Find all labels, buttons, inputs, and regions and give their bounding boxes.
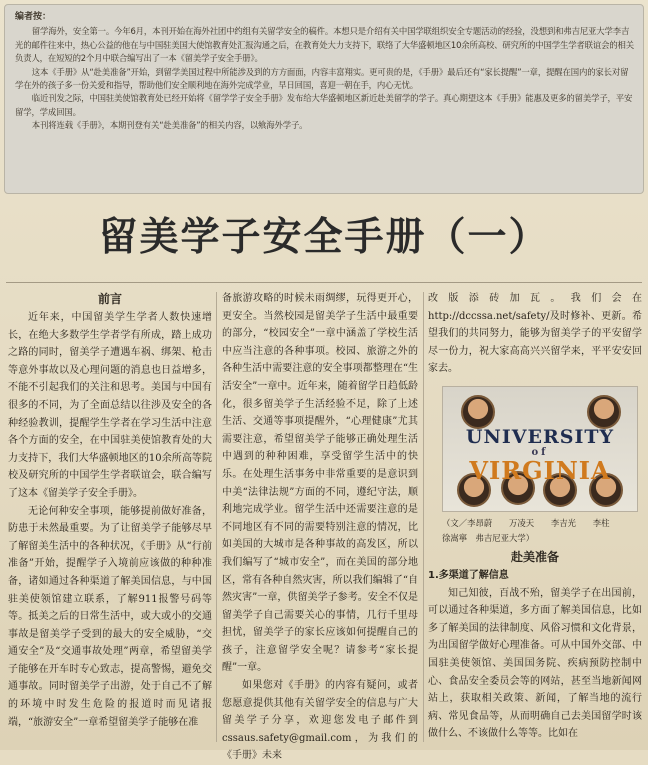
column-2 [222,290,418,762]
section-heading-preparation: 赴美准备 [510,549,559,564]
body-paragraph: 备旅游攻略的时候未雨绸缪，玩得更开心，更安全。当然校园是留美学子生活中最重要的部分，“校园安全”一章中涵盖了学校生活中应当注意的各种事项。校园、旅游之外的各种生活中需要注意的安全事项都整理在“生活安全”一章中。近年来，随着留学日趋低龄化，很多留美学子生活经验不足，除了上述生活、交通等事项提醒外，“心理健康”尤其需要注意，希望留美学子能够正确处理生活中遇到的种种困难，享受留学生活中的快乐。在处理生活事务中非常重要的是意识到中美“法律法规”方面的不同，遵纪守法，顺利地完成学业。留学生活中还需要注意的是不同地区有不同的需要特别注意的情况，比如美国的大城市是各种事故的高发区，所以我们编写了“城市安全”，而在美国的部分地区，常有各种自然灾害，所以我们编辑了“自然灾害”一章，供留美学子参考。安全不仅是留美学子自己需要关心的事情，几行千里母担忧，留美学子的家长应该如何提醒自己的孩子，注意留学安全呢？请参考“家长提醒”一章。 [222,293,418,674]
university-logo-line: VIRGINIA [469,455,611,485]
body-paragraph: 知己知彼，百战不殆，留美学子在出国前，可以通过各种渠道，多方面了解美国信息，比如多了解美国的法律制度、风俗习惯和文化背景，为出国留学做好心理准备。可从中国外交部、中国驻美使领馆、美国国务院、疾病预防控制中心、食品安全委员会等的网站，甚至当地新闻网站上，获取相关政策、新闻，了解当地的流行病、常见食品等，从而明确自己去美国留学时该做什么、不该做什么等等。比如在 [428,587,642,740]
body-paragraph: 如果您对《手册》的内容有疑问，或者您愿意提供其他有关留学安全的信息与广大留美学子分享，欢迎您发电子邮件到cssaus.safety@gmail.com，为我们的《手册》未来 [222,680,418,762]
column-1 [8,290,212,748]
column-divider [216,292,217,742]
person-photo [461,395,495,429]
subsection-heading: 1.多渠道了解信息 [428,569,509,581]
editor-note-box [4,4,644,194]
author-credit [442,516,642,546]
column-divider [423,292,424,742]
column-3 [428,290,642,748]
section-heading-preface: 前言 [97,292,122,306]
editor-note-paragraph: 留学海外，安全第一。今年6月，本刊开始在海外社团中约组有关留学安全的稿件。本想只是介绍有关中国学联组织安全专题活动的经验，没想到和弗吉尼亚大学李吉光的邮件往来中，热心公益的他在与中国驻美国大使馆教育处汇报沟通之后，在教育处大力支持下，联络了大华盛顿地区10余所高校、研究所的中国学生学者联谊会的相关负责人，在短短的2个月中联合编写出了一本《留美学子安全手册》。 [15,26,635,64]
body-paragraph: 改版添砖加瓦。我们会在http://dccssa.net/safety/及时修补、更新。希望我们的共同努力，能够为留美学子的平安留学尽一份力，祝大家高高兴兴留学来，平平安安回家去。 [428,293,642,375]
body-paragraph: 无论何种安全事项，能够提前做好准备，防患于未然最重要。为了让留美学子能够尽早了解留美生活中的各种状况，《手册》从“行前准备”开始，提醒学子入境前应该做的种种准备，诸如通过各种渠道了解美国信息，与中国驻美使领馆建立联系，了解911报警号码等等。抵美之后的日常生活中，或大或小的交通事故是留美学子受到的最大的安全威胁，“交通安全”及“交通事故处理”两章，希望留美学子能够在开车时专心致志，提高警惕，避免交通事故。同时留美学子出游，处于自己不了解的环境中时发生危险的报道时而见诸报端，“旅游安全”一章希望留美学子能够在准 [8,505,212,728]
university-logo [455,427,625,483]
university-logo-line: UNIVERSITY [465,425,615,448]
person-photo [587,395,621,429]
group-photo [442,386,638,512]
article-title: 留美学子安全手册（一） [98,214,550,260]
editor-note-paragraph: 临近刊发之际，中国驻美使馆教育处已经开始将《留学学子安全手册》发布给大华盛顿地区新近赴美留学的学子。真心期望这本《手册》能惠及更多的留美学子，平安留学，学成回国。 [15,93,633,117]
title-divider [6,282,642,283]
editor-note-paragraph: 这本《手册》从“赴美准备”开始，到留学美国过程中所能涉及到的方方面面，内容丰富翔实。更可贵的是，《手册》最后还有“家长提醒”一章，提醒在国内的家长对留学在外的孩子多一份关爱和指导，帮助他们安全顺利地在海外完成学业，早日回国，喜迎一朝在手，内心无忧。 [15,66,629,91]
body-paragraph: 近年来，中国留美学生学者人数快速增长，在绝大多数学生学者学有所成，踏上成功之路的同时，留美学子遭遇车祸、绑架、枪击等意外事故以及心理问题的消息也日益增多，不能不引起我们的关注和思考。美国与中国有很多的不同，为了全面总结以往涉及安全的各种经验教训，提醒学生学者在学习生活中注意各个方面的安全，在中国驻美使馆教育处的大力支持下，我们大华盛顿地区的10余所高等院校及研究所的中国学生学者联谊会，联合编写了这本《留美学子安全手册》。 [8,312,212,499]
university-logo-line: of [531,446,549,458]
author-credit-line: （文／李昂蔚 万凌天 李吉光 李柱 [442,517,610,528]
author-credit-line: 徐嵩寧 弗吉尼亚大学） [442,532,535,543]
editor-note-heading: 编者按： [15,12,52,22]
editor-note-paragraph: 本刊将连载《手册》，本期刊登有关“赴美准备”的相关内容，以飨海外学子。 [31,120,308,131]
